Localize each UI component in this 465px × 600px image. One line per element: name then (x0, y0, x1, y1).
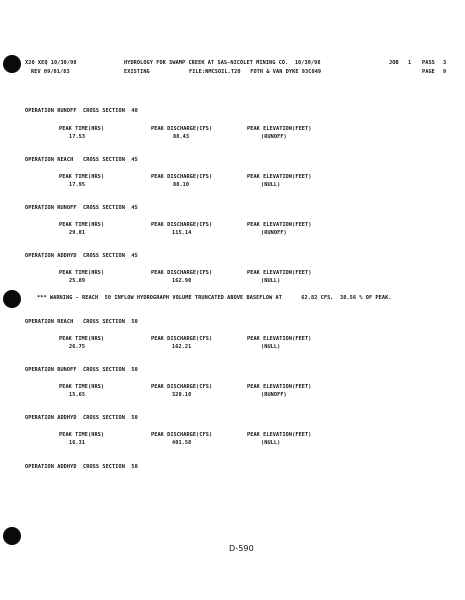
peak-elevation-value: (RUNOFF) (261, 230, 287, 236)
peak-discharge-label: PEAK DISCHARGE(CFS) (151, 336, 213, 342)
peak-time-value: 15.65 (69, 392, 86, 398)
peak-discharge-value: 88.43 (173, 134, 190, 140)
operation-title-continued: OPERATION ADDHYD CROSS SECTION 50 (25, 464, 138, 470)
page-label: PAGE (422, 69, 435, 75)
pass-label: PASS (422, 60, 435, 66)
program-date: X20 XEQ 10/30/98 (25, 60, 77, 66)
operation-title: OPERATION RUNOFF CROSS SECTION 45 (25, 205, 138, 211)
peak-elevation-label: PEAK ELEVATION(FEET) (247, 270, 312, 276)
peak-elevation-label: PEAK ELEVATION(FEET) (247, 222, 312, 228)
peak-discharge-label: PEAK DISCHARGE(CFS) (151, 432, 213, 438)
operation-title: OPERATION ADDHYD CROSS SECTION 50 (25, 415, 138, 421)
scenario: EXISTING (124, 69, 150, 75)
job-label: JOB (389, 60, 399, 66)
peak-elevation-value: (NULL) (261, 182, 281, 188)
peak-elevation-label: PEAK ELEVATION(FEET) (247, 384, 312, 390)
peak-discharge-value: 115.14 (172, 230, 192, 236)
peak-discharge-value: 320.10 (172, 392, 192, 398)
punch-hole-top (3, 55, 21, 73)
operation-title: OPERATION RUNOFF CROSS SECTION 40 (25, 108, 138, 114)
peak-discharge-label: PEAK DISCHARGE(CFS) (151, 222, 213, 228)
peak-elevation-value: (NULL) (261, 278, 281, 284)
peak-elevation-label: PEAK ELEVATION(FEET) (247, 336, 312, 342)
peak-time-label: PEAK TIME(HRS) (59, 126, 105, 132)
file-info: FILE:NMCSOIL.T20 FOTH & VAN DYKE 93C049 (189, 69, 322, 75)
peak-time-value: 16.31 (69, 440, 86, 446)
peak-discharge-label: PEAK DISCHARGE(CFS) (151, 174, 213, 180)
job-value: 1 (408, 60, 412, 66)
peak-time-value: 17.95 (69, 182, 86, 188)
punch-hole-bottom (3, 527, 21, 545)
peak-elevation-label: PEAK ELEVATION(FEET) (247, 126, 312, 132)
operation-title: OPERATION RUNOFF CROSS SECTION 50 (25, 367, 138, 373)
peak-time-label: PEAK TIME(HRS) (59, 174, 105, 180)
peak-discharge-label: PEAK DISCHARGE(CFS) (151, 270, 213, 276)
peak-discharge-value: 88.10 (173, 182, 190, 188)
peak-discharge-label: PEAK DISCHARGE(CFS) (151, 126, 213, 132)
peak-time-label: PEAK TIME(HRS) (59, 270, 105, 276)
peak-elevation-value: (RUNOFF) (261, 392, 287, 398)
peak-discharge-value: 162.90 (172, 278, 192, 284)
peak-elevation-value: (NULL) (261, 440, 281, 446)
peak-time-label: PEAK TIME(HRS) (59, 432, 105, 438)
peak-time-value: 29.01 (69, 230, 86, 236)
pass-value: 3 (443, 60, 447, 66)
peak-elevation-value: (RUNOFF) (261, 134, 287, 140)
peak-time-label: PEAK TIME(HRS) (59, 336, 105, 342)
peak-time-value: 25.89 (69, 278, 86, 284)
punch-hole-middle (3, 290, 21, 308)
page-value: 9 (443, 69, 447, 75)
peak-elevation-value: (NULL) (261, 344, 281, 350)
peak-elevation-label: PEAK ELEVATION(FEET) (247, 174, 312, 180)
peak-time-label: PEAK TIME(HRS) (59, 222, 105, 228)
peak-time-value: 17.53 (69, 134, 86, 140)
peak-elevation-label: PEAK ELEVATION(FEET) (247, 432, 312, 438)
peak-discharge-label: PEAK DISCHARGE(CFS) (151, 384, 213, 390)
peak-discharge-value: 162.21 (172, 344, 192, 350)
operation-title: OPERATION REACH CROSS SECTION 50 (25, 319, 138, 325)
operation-title: OPERATION ADDHYD CROSS SECTION 45 (25, 253, 138, 259)
peak-time-value: 26.75 (69, 344, 86, 350)
warning-message: *** WARNING - REACH 50 INFLOW HYDROGRAPH VOLUME TRUNCATED ABOVE BASEFLOW AT 62.82 CFS, 38.56 % OF PEAK. (37, 295, 392, 301)
report-title: HYDROLOGY FOR SWAMP CREEK AT SAS-NICOLET MINING CO. 10/30/98 (124, 60, 321, 66)
peak-time-label: PEAK TIME(HRS) (59, 384, 105, 390)
page-number-footer: D-590 (229, 544, 254, 553)
peak-discharge-value: 401.58 (172, 440, 192, 446)
revision-date: REV 09/01/83 (31, 69, 70, 75)
operation-title: OPERATION REACH CROSS SECTION 45 (25, 157, 138, 163)
